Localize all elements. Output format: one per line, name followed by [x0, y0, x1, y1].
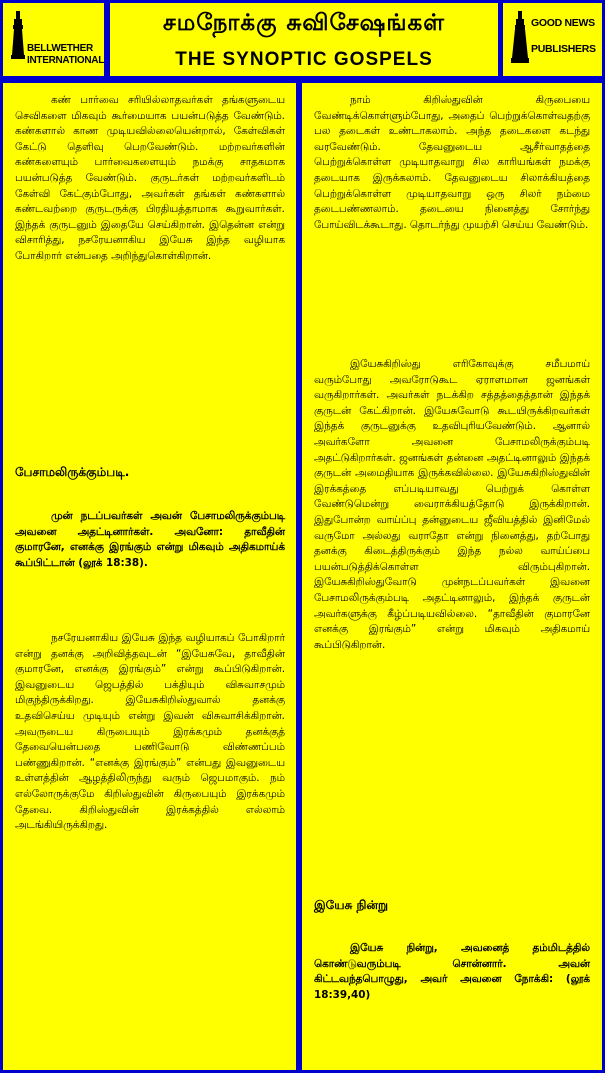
left-paragraph-1: கண் பார்வை சரியில்லாதவர்கள் தங்களுடைய செவிகளை மிகவும் கூர்மையாக பயன்படுத்த வேண்டும். கண்களால் காண முடியவில்லையென்றால், கேள்விகள் கேட்டு தெளிவு பெறவேண்டும். மற்றவர்களின் கண்களையும் பார்வைகளையும் நமக்கு சாதகமாக பயன்படுத்த வேண்டும். குருடர்கள் மற்றவர்களிடம் கேள்வி கேட்கும்போது, அவர்கள் தங்கள் கண்களால் கண்டவற்றை குருடருக்கு பிரதியத்தாமாக கூறுவார்கள். இந்தக் குருடனும் இதையே செய்கிறான். இதென்ன என்று விசாரித்து, நசரேயனாகிய இயேசு இந்த வழியாக போகிறார் என்பதை அறிந்துகொள்கிறான். [15, 94, 285, 262]
left-heading-1: பேசாமலிருக்கும்படி. [15, 465, 130, 479]
logo-right-line1: GOOD NEWS [531, 17, 595, 29]
logo-left-line1: BELLWETHER [27, 43, 93, 54]
right-column [302, 83, 602, 1070]
page-title-tamil: சமநோக்கு சுவிசேஷங்கள் [163, 10, 445, 36]
right-paragraph-1: நாம் கிறிஸ்துவின் கிருபையை வேண்டிக்கொள்ளும்போது, அதைப் பெற்றுக்கொள்வதற்கு பல தடைகள் உண்டாகலாம். அந்த தடைகளை கடந்து வரவேண்டும். தேவனுடைய ஆசீர்வாதத்தை பெற்றுக்கொள்ள முடியாதவாறு சில காரியங்கள் நமக்கு தடையாக இருக்கலாம். தேவனுடைய சிலாக்கியத்தை பெற்றுக்கொள்ள முடியாதவாறு ஒரு சிலர் நம்மை தடைபண்ணலாம். தடையை நினைத்து சோர்ந்து போய்விடக்கூடாது. தொடர்ந்து முயற்சி செய்ய வேண்டும். [314, 94, 590, 231]
bellwether-logo [3, 3, 104, 76]
logo-left-line2: INTERNATIONAL [27, 55, 105, 66]
good-news-logo [503, 3, 602, 76]
right-paragraph-2: இயேசுகிறிஸ்து எரிகோவுக்கு சமீபமாய் வரும்போது அவரோடுகூட ஏராளமான ஜனங்கள் வருகிறார்கள். அவர்கள் நடக்கிற சத்தத்தைத்தான் இந்தக் குருடன் கேட்கிறான். இயேசுவோடு கூடயிருக்கிறவர்கள் இந்தக் குருடனுக்கு உதவிபுரியவேண்டும். ஆனால் அவர்களோ அவனை பேசாமலிருக்கும்படி அதட்டுகிறார்கள். ஜனங்கள் தன்னை அதட்டினாலும் இந்தக் குருடன் அமைதியாக இருக்கவில்லை. இயேசுகிறிஸ்துவின் இரக்கத்தை எப்படியாவது பெற்றுக் கொள்ள வேண்டுமென்று வைராக்கியத்தோடு இருக்கிறான். இதுபோன்ற வாய்ப்பு தன்னுடைய ஜீவியத்தில் இனிமேல் வருமோ அல்லது வராதோ என்று நினைத்து, தற்போது தனக்கு கிடைத்திருக்கும் இந்த நல்ல வாய்ப்பை பயன்படுத்திக்கொள்ள விரும்புகிறான். இயேசுகிறிஸ்துவோடு முன்நடப்பவர்கள் இவனை பேசாமலிருக்கும்படி அதட்டினாலும், இந்தக் குருடன் அவர்களுக்கு கீழ்ப்படியவில்லை. “தாவீதின் குமாரனே எனக்கு இரங்கும்” என்று மிகவும் அதிகமாய் கூப்பிடுகிறான். [314, 358, 590, 651]
tower-icon [11, 11, 25, 59]
title-banner [110, 3, 498, 76]
page-title-english: THE SYNOPTIC GOSPELS [175, 49, 433, 70]
right-verse-1: இயேசு நின்று, அவனைத் தம்மிடத்தில் கொண்டுவரும்படி சொன்னார். அவன் கிட்டவந்தபொழுது, அவர் அவனை நோக்கி: (லூக் 18:39,40) [314, 942, 590, 1001]
left-paragraph-2: நசரேயனாகிய இயேசு இந்த வழியாகப் போகிறார் என்று தனக்கு அறிவித்தவுடன் “இயேசுவே, தாவீதின் குமாரனே, எனக்கு இரங்கும்” என்று கூப்பிடுகிறான். இவனுடைய ஜெபத்தில் பக்தியும் விசுவாசமும் மிகுந்திருக்கிறது. இயேசுகிறிஸ்துவால் தனக்கு உதவிசெய்ய முடியும் என்று இவன் விசுவாசிக்கிறான். அவருடைய கிருபையும் இரக்கமும் தனக்குத் தேவையென்பதை பணிவோடு விண்ணப்பம் பண்ணுகிறான். “எனக்கு இரங்கும்” என்பது இவனுடைய உள்ளத்தின் ஆழத்திலிருந்து வரும் ஜெபமாகும். நம் எல்லோருக்குமே கிறிஸ்துவின் கிருபையும் இரக்கமும் தேவை. கிறிஸ்துவின் இரக்கத்தில் எல்லாம் அடங்கியிருக்கிறது. [15, 632, 285, 832]
tower-icon [511, 11, 529, 63]
right-heading-1: இயேசு நின்று [314, 898, 389, 912]
left-column [3, 83, 296, 1070]
left-verse-1: முன் நடப்பவர்கள் அவன் பேசாமலிருக்கும்படி அவனை அதட்டினார்கள். அவனோ: தாவீதின் குமாரனே, எனக்கு இரங்கும் என்று மிகவும் அதிகமாய்க் கூப்பிட்டான் (லூக் 18:38). [15, 510, 285, 569]
logo-right-line2: PUBLISHERS [531, 43, 596, 55]
